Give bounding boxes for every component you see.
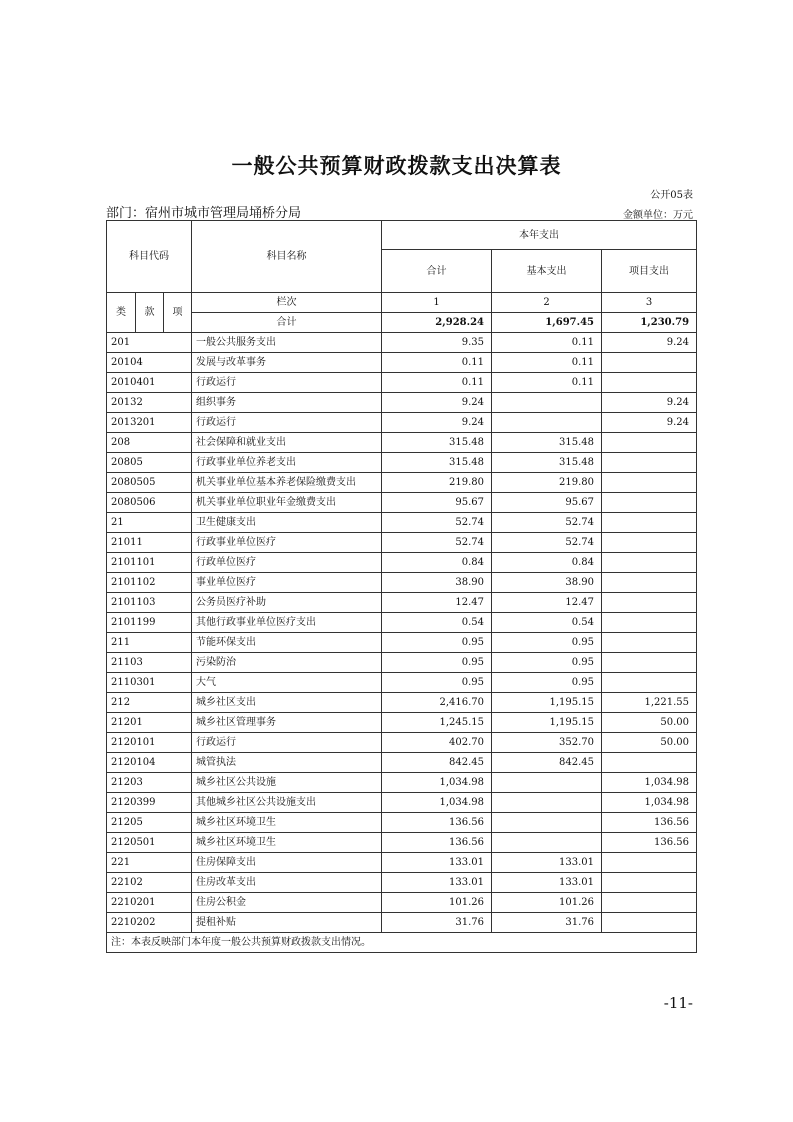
- row-code: 21103: [107, 653, 192, 673]
- row-project: 9.24: [602, 413, 697, 433]
- header-col1: 1: [382, 293, 492, 313]
- header-total: 合计: [382, 250, 492, 293]
- table-row: [107, 813, 697, 833]
- row-name: 城乡社区环境卫生: [192, 813, 382, 833]
- table-row: [107, 413, 697, 433]
- row-basic: 38.90: [492, 573, 602, 593]
- header-name: 科目名称: [192, 221, 382, 293]
- row-basic: [492, 773, 602, 793]
- header-code: 科目代码: [107, 221, 192, 293]
- row-name: 行政单位医疗: [192, 553, 382, 573]
- total-project: 1,230.79: [602, 313, 697, 333]
- table-row: [107, 693, 697, 713]
- row-code: 211: [107, 633, 192, 653]
- table-note: 注：本表反映部门本年度一般公共预算财政拨款支出情况。: [107, 933, 697, 953]
- row-code: 2101199: [107, 613, 192, 633]
- row-project: [602, 593, 697, 613]
- table-row: [107, 733, 697, 753]
- row-code: 2010401: [107, 373, 192, 393]
- row-code: 2080506: [107, 493, 192, 513]
- row-basic: 133.01: [492, 853, 602, 873]
- row-total: 31.76: [382, 913, 492, 933]
- table-row: [107, 853, 697, 873]
- row-code: 212: [107, 693, 192, 713]
- row-code: 2080505: [107, 473, 192, 493]
- row-total: 9.24: [382, 393, 492, 413]
- row-name: 公务员医疗补助: [192, 593, 382, 613]
- table-row: [107, 553, 697, 573]
- row-project: 1,034.98: [602, 773, 697, 793]
- row-name: 行政运行: [192, 733, 382, 753]
- row-code: 2120501: [107, 833, 192, 853]
- row-total: 0.95: [382, 653, 492, 673]
- table-row: [107, 433, 697, 453]
- row-project: [602, 373, 697, 393]
- table-row: [107, 913, 697, 933]
- row-basic: 0.11: [492, 353, 602, 373]
- row-code: 21011: [107, 533, 192, 553]
- table-row: [107, 673, 697, 693]
- row-total: 315.48: [382, 433, 492, 453]
- row-name: 组织事务: [192, 393, 382, 413]
- row-total: 2,416.70: [382, 693, 492, 713]
- row-name: 住房保障支出: [192, 853, 382, 873]
- row-total: 0.84: [382, 553, 492, 573]
- header-lei: 类: [107, 293, 136, 333]
- row-code: 208: [107, 433, 192, 453]
- row-basic: [492, 813, 602, 833]
- row-basic: [492, 793, 602, 813]
- row-project: 50.00: [602, 733, 697, 753]
- row-basic: 219.80: [492, 473, 602, 493]
- row-code: 22102: [107, 873, 192, 893]
- row-total: 12.47: [382, 593, 492, 613]
- row-total: 95.67: [382, 493, 492, 513]
- row-basic: 52.74: [492, 533, 602, 553]
- row-total: 38.90: [382, 573, 492, 593]
- row-basic: [492, 833, 602, 853]
- total-row: [107, 313, 697, 333]
- department-label: 部门：宿州市城市管理局埇桥分局: [106, 206, 302, 221]
- row-basic: 0.11: [492, 373, 602, 393]
- row-total: 1,034.98: [382, 793, 492, 813]
- row-name: 机关事业单位基本养老保险缴费支出: [192, 473, 382, 493]
- row-project: 9.24: [602, 333, 697, 353]
- row-code: 2101102: [107, 573, 192, 593]
- row-name: 行政运行: [192, 373, 382, 393]
- row-project: [602, 913, 697, 933]
- row-project: [602, 613, 697, 633]
- row-project: [602, 433, 697, 453]
- table-row: [107, 493, 697, 513]
- row-total: 52.74: [382, 533, 492, 553]
- row-basic: 1,195.15: [492, 693, 602, 713]
- row-total: 0.11: [382, 353, 492, 373]
- row-code: 2120101: [107, 733, 192, 753]
- row-name: 行政事业单位医疗: [192, 533, 382, 553]
- row-name: 发展与改革事务: [192, 353, 382, 373]
- row-total: 9.35: [382, 333, 492, 353]
- row-name: 城乡社区管理事务: [192, 713, 382, 733]
- row-code: 2101103: [107, 593, 192, 613]
- row-name: 城乡社区支出: [192, 693, 382, 713]
- row-code: 2013201: [107, 413, 192, 433]
- row-name: 行政事业单位养老支出: [192, 453, 382, 473]
- row-basic: 0.95: [492, 673, 602, 693]
- header-col2: 2: [492, 293, 602, 313]
- row-name: 社会保障和就业支出: [192, 433, 382, 453]
- row-code: 201: [107, 333, 192, 353]
- table-row: [107, 473, 697, 493]
- row-project: 9.24: [602, 393, 697, 413]
- row-code: 2101101: [107, 553, 192, 573]
- row-total: 842.45: [382, 753, 492, 773]
- row-basic: 315.48: [492, 453, 602, 473]
- row-total: 1,034.98: [382, 773, 492, 793]
- row-project: [602, 673, 697, 693]
- row-project: 50.00: [602, 713, 697, 733]
- unit-label: 金额单位：万元: [623, 210, 693, 221]
- row-basic: 842.45: [492, 753, 602, 773]
- row-name: 住房公积金: [192, 893, 382, 913]
- expenditure-table: [106, 220, 697, 953]
- table-row: [107, 513, 697, 533]
- form-number: 公开05表: [650, 190, 693, 201]
- table-row: [107, 613, 697, 633]
- row-basic: 1,195.15: [492, 713, 602, 733]
- row-project: 1,221.55: [602, 693, 697, 713]
- row-basic: 12.47: [492, 593, 602, 613]
- table-row: [107, 333, 697, 353]
- row-name: 机关事业单位职业年金缴费支出: [192, 493, 382, 513]
- table-row: [107, 873, 697, 893]
- table-row: [107, 653, 697, 673]
- row-code: 21205: [107, 813, 192, 833]
- page-number: -11-: [663, 994, 693, 1012]
- table-row: [107, 593, 697, 613]
- header-basic: 基本支出: [492, 250, 602, 293]
- row-name: 行政运行: [192, 413, 382, 433]
- row-project: [602, 353, 697, 373]
- row-total: 101.26: [382, 893, 492, 913]
- row-project: [602, 573, 697, 593]
- table-row: [107, 793, 697, 813]
- row-basic: 31.76: [492, 913, 602, 933]
- row-project: 1,034.98: [602, 793, 697, 813]
- header-xiang: 项: [164, 293, 192, 333]
- row-total: 219.80: [382, 473, 492, 493]
- row-name: 节能环保支出: [192, 633, 382, 653]
- row-basic: 52.74: [492, 513, 602, 533]
- row-code: 221: [107, 853, 192, 873]
- table-row: [107, 833, 697, 853]
- table-row: [107, 753, 697, 773]
- row-basic: 0.54: [492, 613, 602, 633]
- row-code: 2210202: [107, 913, 192, 933]
- row-code: 2110301: [107, 673, 192, 693]
- row-project: [602, 873, 697, 893]
- header-col3: 3: [602, 293, 697, 313]
- row-code: 20132: [107, 393, 192, 413]
- row-name: 其他行政事业单位医疗支出: [192, 613, 382, 633]
- row-code: 2120399: [107, 793, 192, 813]
- row-name: 城乡社区环境卫生: [192, 833, 382, 853]
- total-label: 合计: [192, 313, 382, 333]
- row-total: 402.70: [382, 733, 492, 753]
- row-project: [602, 853, 697, 873]
- row-code: 2210201: [107, 893, 192, 913]
- row-total: 315.48: [382, 453, 492, 473]
- page-title: 一般公共预算财政拨款支出决算表: [231, 153, 562, 178]
- table-row: [107, 713, 697, 733]
- row-name: 提租补贴: [192, 913, 382, 933]
- row-total: 0.95: [382, 633, 492, 653]
- row-basic: 315.48: [492, 433, 602, 453]
- total-basic: 1,697.45: [492, 313, 602, 333]
- table-row: [107, 893, 697, 913]
- row-name: 城乡社区公共设施: [192, 773, 382, 793]
- row-project: [602, 453, 697, 473]
- row-total: 1,245.15: [382, 713, 492, 733]
- row-total: 9.24: [382, 413, 492, 433]
- row-code: 20104: [107, 353, 192, 373]
- row-name: 污染防治: [192, 653, 382, 673]
- row-basic: 0.84: [492, 553, 602, 573]
- row-project: [602, 553, 697, 573]
- row-basic: 95.67: [492, 493, 602, 513]
- row-project: [602, 653, 697, 673]
- row-name: 住房改革支出: [192, 873, 382, 893]
- row-total: 52.74: [382, 513, 492, 533]
- header-kuan: 款: [136, 293, 164, 333]
- row-total: 133.01: [382, 853, 492, 873]
- row-project: 136.56: [602, 813, 697, 833]
- row-name: 大气: [192, 673, 382, 693]
- row-basic: 101.26: [492, 893, 602, 913]
- row-total: 0.95: [382, 673, 492, 693]
- row-project: [602, 533, 697, 553]
- row-code: 21201: [107, 713, 192, 733]
- row-basic: 0.95: [492, 633, 602, 653]
- row-code: 2120104: [107, 753, 192, 773]
- header-lanci: 栏次: [192, 293, 382, 313]
- row-project: [602, 493, 697, 513]
- row-basic: [492, 413, 602, 433]
- row-total: 136.56: [382, 813, 492, 833]
- row-code: 21: [107, 513, 192, 533]
- row-total: 0.11: [382, 373, 492, 393]
- table-row: [107, 573, 697, 593]
- table-row: [107, 393, 697, 413]
- row-basic: 352.70: [492, 733, 602, 753]
- row-total: 0.54: [382, 613, 492, 633]
- row-name: 城管执法: [192, 753, 382, 773]
- table-row: [107, 633, 697, 653]
- row-basic: 0.11: [492, 333, 602, 353]
- table-row: [107, 373, 697, 393]
- header-project: 项目支出: [602, 250, 697, 293]
- table-row: [107, 353, 697, 373]
- header-year-expense: 本年支出: [382, 221, 697, 250]
- row-code: 21203: [107, 773, 192, 793]
- row-code: 20805: [107, 453, 192, 473]
- row-basic: 0.95: [492, 653, 602, 673]
- table-row: [107, 773, 697, 793]
- row-total: 136.56: [382, 833, 492, 853]
- row-name: 其他城乡社区公共设施支出: [192, 793, 382, 813]
- row-total: 133.01: [382, 873, 492, 893]
- table-row: [107, 533, 697, 553]
- row-name: 一般公共服务支出: [192, 333, 382, 353]
- total-amount: 2,928.24: [382, 313, 492, 333]
- row-name: 卫生健康支出: [192, 513, 382, 533]
- table-row: [107, 453, 697, 473]
- row-project: [602, 633, 697, 653]
- row-project: [602, 893, 697, 913]
- row-project: [602, 473, 697, 493]
- row-basic: [492, 393, 602, 413]
- row-project: 136.56: [602, 833, 697, 853]
- row-basic: 133.01: [492, 873, 602, 893]
- row-project: [602, 513, 697, 533]
- row-name: 事业单位医疗: [192, 573, 382, 593]
- row-project: [602, 753, 697, 773]
